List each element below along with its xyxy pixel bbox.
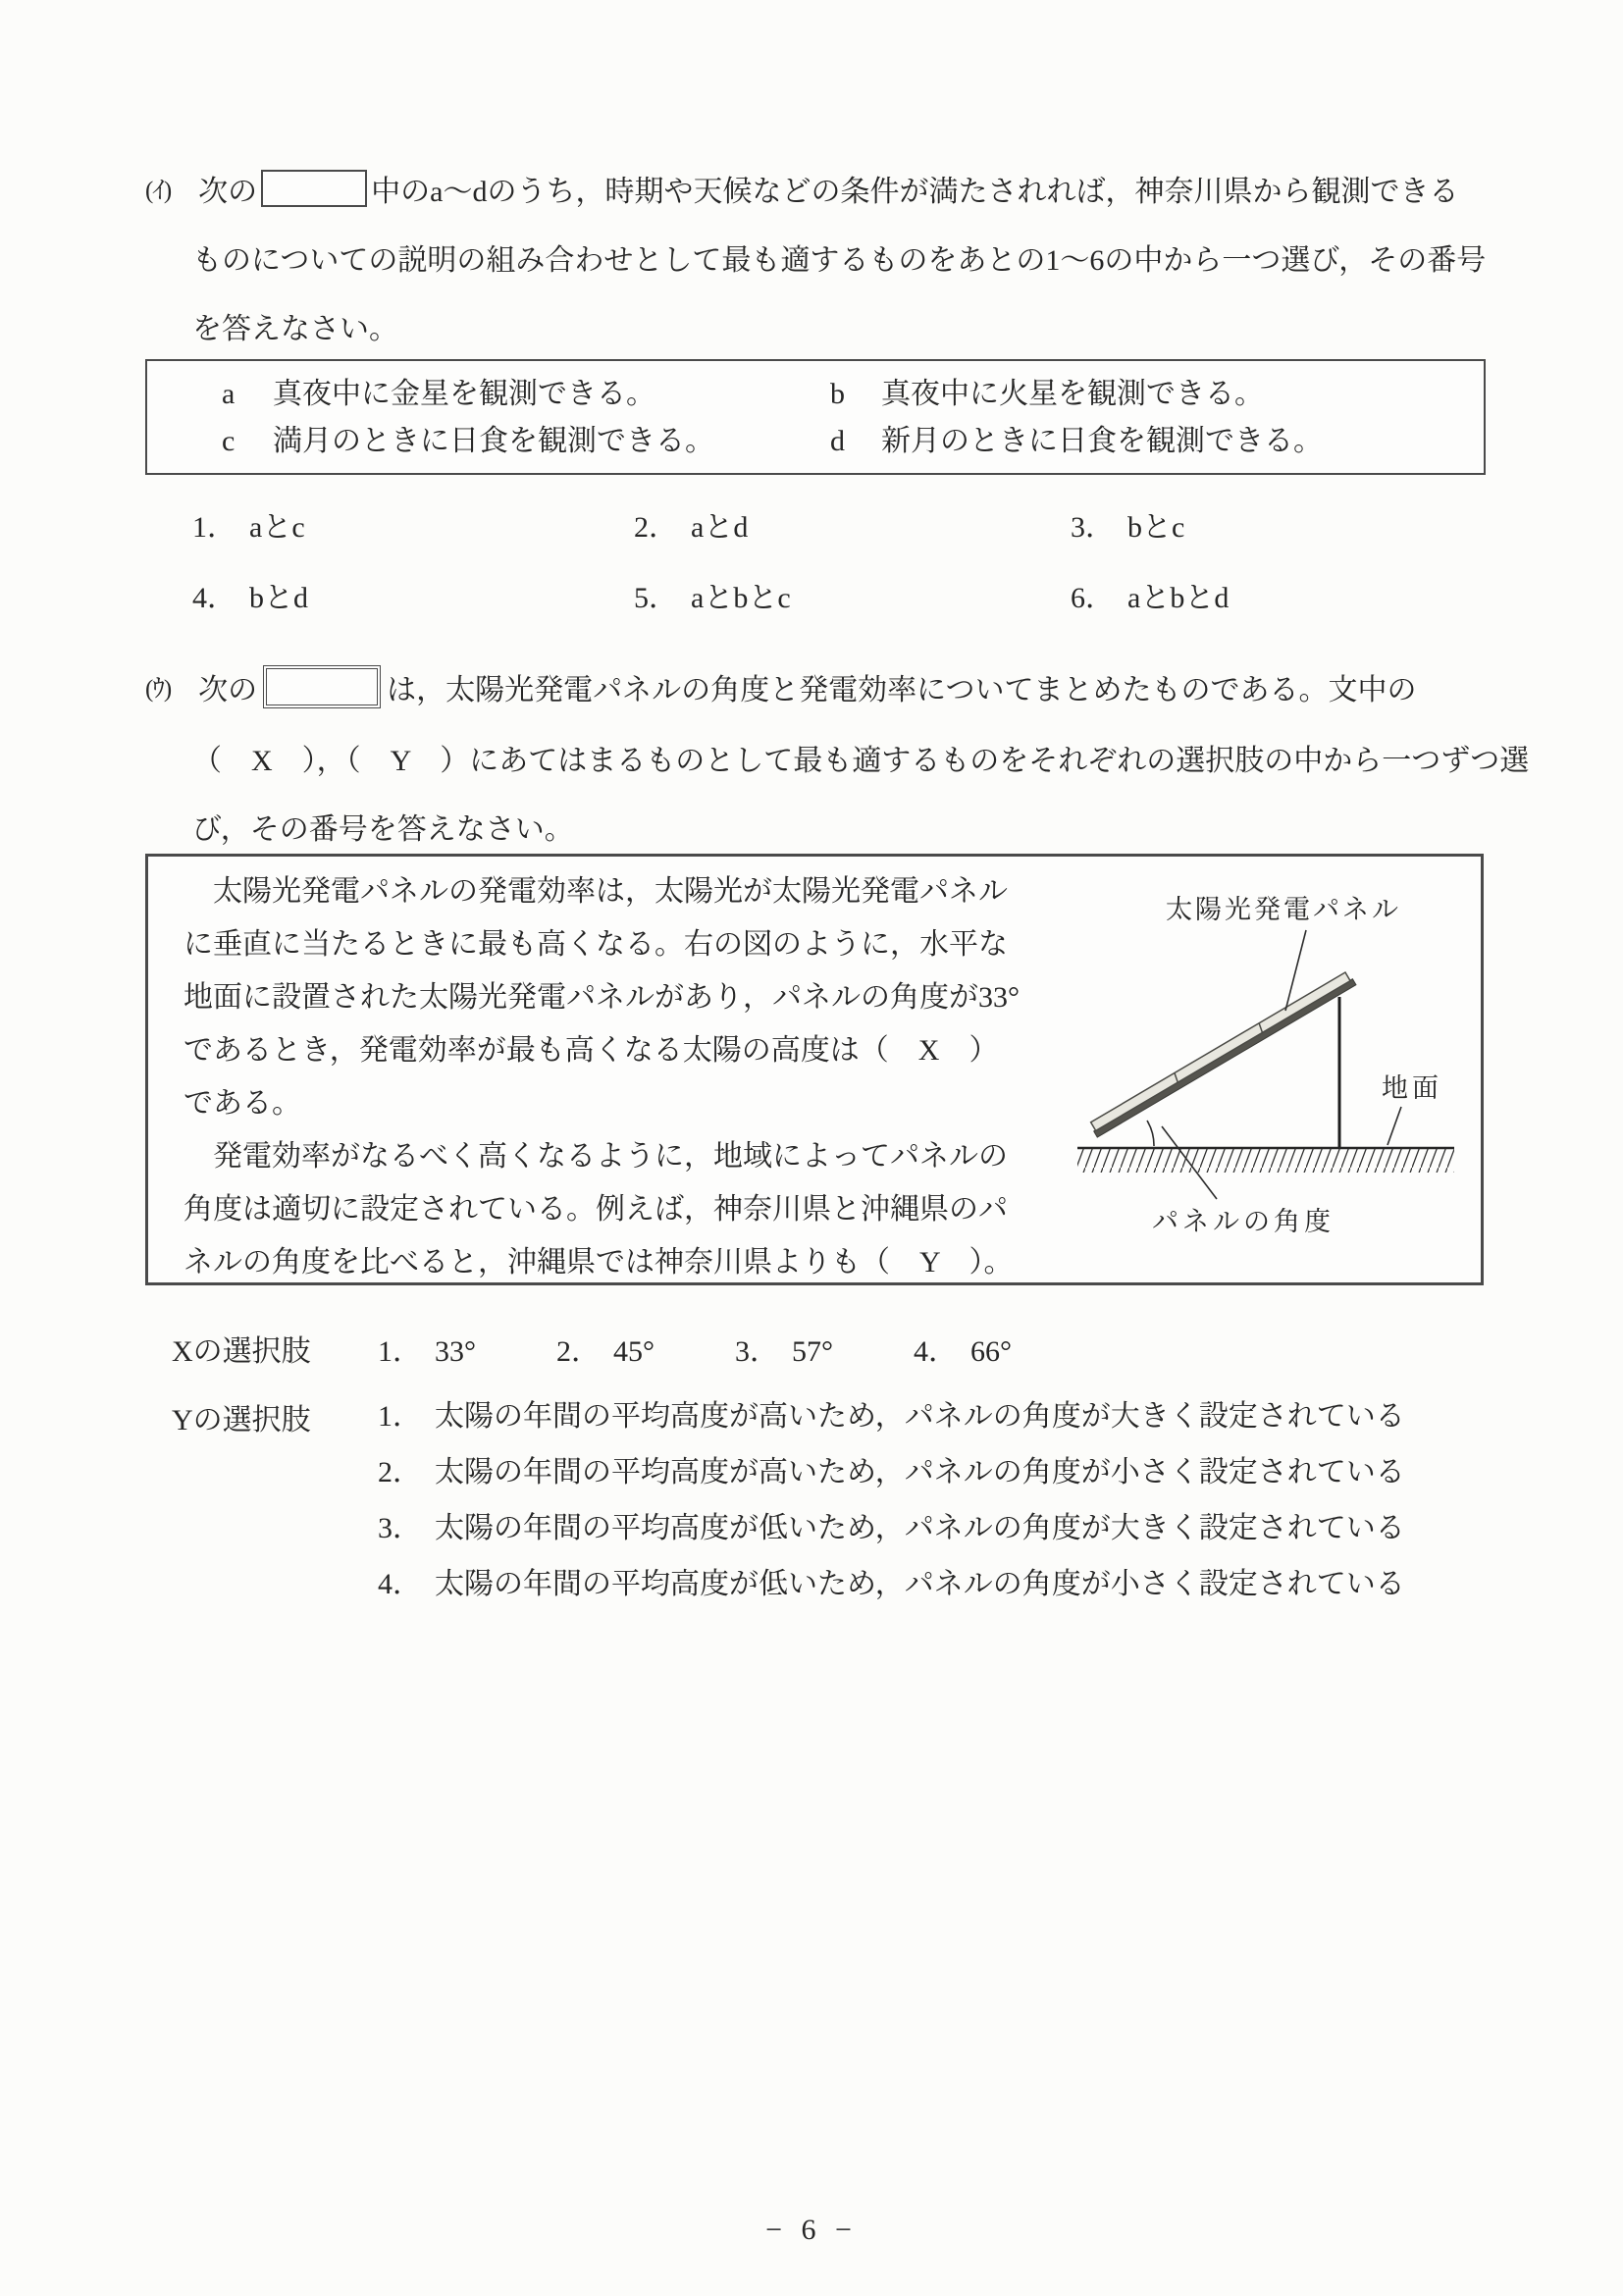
x-choice-1-text: 33° <box>435 1335 476 1368</box>
x-choice-3 <box>735 1327 833 1370</box>
x-choices <box>378 1327 1012 1370</box>
options-a-d-box <box>145 359 1486 475</box>
option-b <box>830 371 1484 418</box>
option-c <box>222 418 830 465</box>
choice-2-number: 2． <box>634 511 678 544</box>
y-choice-2 <box>378 1444 1405 1500</box>
x-choice-1 <box>378 1327 476 1370</box>
y-choice-1-number: 1． <box>378 1400 422 1433</box>
question-i-lead-line3: を答えなさい。 <box>192 313 398 345</box>
question-i-lead-pre: 次の <box>198 176 258 208</box>
choice-4-number: 4． <box>192 582 236 614</box>
passage-line-6: 発電効率がなるべく高くなるように，地域によってパネルの <box>183 1140 1008 1173</box>
y-choice-1-text: 太陽の年間の平均高度が高いため，パネルの角度が大きく設定されている <box>435 1400 1405 1433</box>
question-u-lead-post: は，太陽光発電パネルの角度と発電効率についてまとめたものである。文中の <box>387 674 1417 706</box>
option-c-text: 満月のときに日食を観測できる。 <box>273 425 714 457</box>
page-number: − 6 − <box>765 2214 858 2246</box>
x-choice-4-text: 66° <box>970 1335 1012 1368</box>
option-a-text: 真夜中に金星を観測できる。 <box>273 378 655 410</box>
question-u-lead-line1 <box>145 661 1417 712</box>
question-u-lead-pre: 次の <box>198 674 258 706</box>
choice-5 <box>634 573 1071 616</box>
y-choice-3-text: 太陽の年間の平均高度が低いため，パネルの角度が大きく設定されている <box>435 1512 1405 1544</box>
y-choice-4 <box>378 1556 1405 1612</box>
x-choice-4-number: 4． <box>914 1335 958 1368</box>
x-choice-3-text: 57° <box>792 1335 833 1368</box>
question-u-lead-line2: （ X ），（ Y ）にあてはまるものとして最も適するものをそれぞれの選択肢の中から一つずつ選 <box>192 745 1530 777</box>
x-choices-row <box>172 1327 1012 1370</box>
question-i-marker: (ｲ) <box>145 178 172 204</box>
fill-in-blank-box-u <box>263 665 381 708</box>
x-choice-1-number: 1． <box>378 1335 422 1368</box>
panel-angle-arc <box>1147 1121 1154 1146</box>
choice-6-text: aとbとd <box>1127 582 1230 614</box>
panel-label: 太陽光発電パネル <box>1166 895 1401 924</box>
option-a-label: a <box>222 378 236 410</box>
option-b-label: b <box>830 378 845 410</box>
y-choices <box>378 1388 1405 1612</box>
choice-4 <box>192 573 634 616</box>
x-choice-2-text: 45° <box>613 1335 654 1368</box>
x-choice-2-number: 2． <box>556 1335 601 1368</box>
y-choice-4-text: 太陽の年間の平均高度が低いため，パネルの角度が小さく設定されている <box>435 1568 1405 1600</box>
y-choice-3 <box>378 1500 1405 1556</box>
y-choice-3-number: 3． <box>378 1512 422 1544</box>
y-choice-2-number: 2． <box>378 1456 422 1488</box>
choice-4-text: bとd <box>249 582 308 614</box>
choice-6-number: 6． <box>1071 582 1115 614</box>
option-a <box>222 371 830 418</box>
choice-2 <box>634 502 1071 546</box>
choice-5-text: aとbとc <box>691 582 791 614</box>
passage-line-8: ネルの角度を比べると，沖縄県では神奈川県よりも（ Y ）。 <box>183 1246 1014 1278</box>
choice-6 <box>1071 573 1448 616</box>
y-choice-4-number: 4． <box>378 1568 422 1600</box>
option-d <box>830 418 1484 465</box>
solar-panel-diagram <box>1068 861 1464 1260</box>
passage-line-7: 角度は適切に設定されている。例えば，神奈川県と沖縄県のパ <box>183 1193 1008 1226</box>
panel-underside <box>1094 979 1356 1137</box>
passage-line-2: に垂直に当たるときに最も高くなる。右の図のように，水平な <box>183 928 1008 961</box>
question-i-choices <box>192 502 1448 616</box>
x-choices-title: Xの選択肢 <box>172 1335 311 1368</box>
y-choice-2-text: 太陽の年間の平均高度が高いため，パネルの角度が小さく設定されている <box>435 1456 1405 1488</box>
x-choice-4 <box>914 1327 1012 1370</box>
ground-label: 地面 <box>1382 1073 1442 1103</box>
choice-1 <box>192 502 634 546</box>
y-choices-title: Yの選択肢 <box>172 1404 311 1436</box>
choice-3-number: 3． <box>1071 511 1115 544</box>
solar-panel <box>1089 970 1356 1137</box>
option-b-text: 真夜中に火星を観測できる。 <box>881 378 1264 410</box>
question-i-lead-line2: ものについての説明の組み合わせとして最も適するものをあとの1～6の中から一つ選び，その番号 <box>192 244 1487 277</box>
x-choice-3-number: 3． <box>735 1335 779 1368</box>
ground-hatching <box>1077 1149 1454 1173</box>
choice-1-text: aとc <box>249 511 305 544</box>
option-d-text: 新月のときに日食を観測できる。 <box>881 425 1323 457</box>
choice-5-number: 5． <box>634 582 678 614</box>
angle-label: パネルの角度 <box>1152 1207 1335 1236</box>
fill-in-blank-box-i <box>261 170 367 207</box>
choice-2-text: aとd <box>691 511 749 544</box>
option-d-label: d <box>830 425 845 457</box>
question-i-lead-line1 <box>145 165 1458 212</box>
panel-face <box>1091 972 1350 1130</box>
passage-line-4: であるとき，発電効率が最も高くなる太陽の高度は（ X ） <box>183 1034 999 1067</box>
x-choice-2 <box>556 1327 654 1370</box>
question-u-marker: (ｳ) <box>145 676 172 703</box>
ground-label-leader-line <box>1387 1107 1401 1145</box>
question-u-lead-line3: び，その番号を答えなさい。 <box>192 813 574 846</box>
question-i-lead-post: 中のa～dのうち，時期や天候などの条件が満たされれば，神奈川県から観測できる <box>371 176 1459 208</box>
passage-line-3: 地面に設置された太陽光発電パネルがあり，パネルの角度が33° <box>183 981 1020 1014</box>
choice-3-text: bとc <box>1127 511 1185 544</box>
choice-1-number: 1． <box>192 511 236 544</box>
y-choice-1 <box>378 1388 1405 1444</box>
passage-line-5: である。 <box>183 1087 301 1120</box>
option-c-label: c <box>222 425 236 457</box>
passage-line-1: 太陽光発電パネルの発電効率は，太陽光が太陽光発電パネル <box>183 875 1008 908</box>
choice-3 <box>1071 502 1448 546</box>
